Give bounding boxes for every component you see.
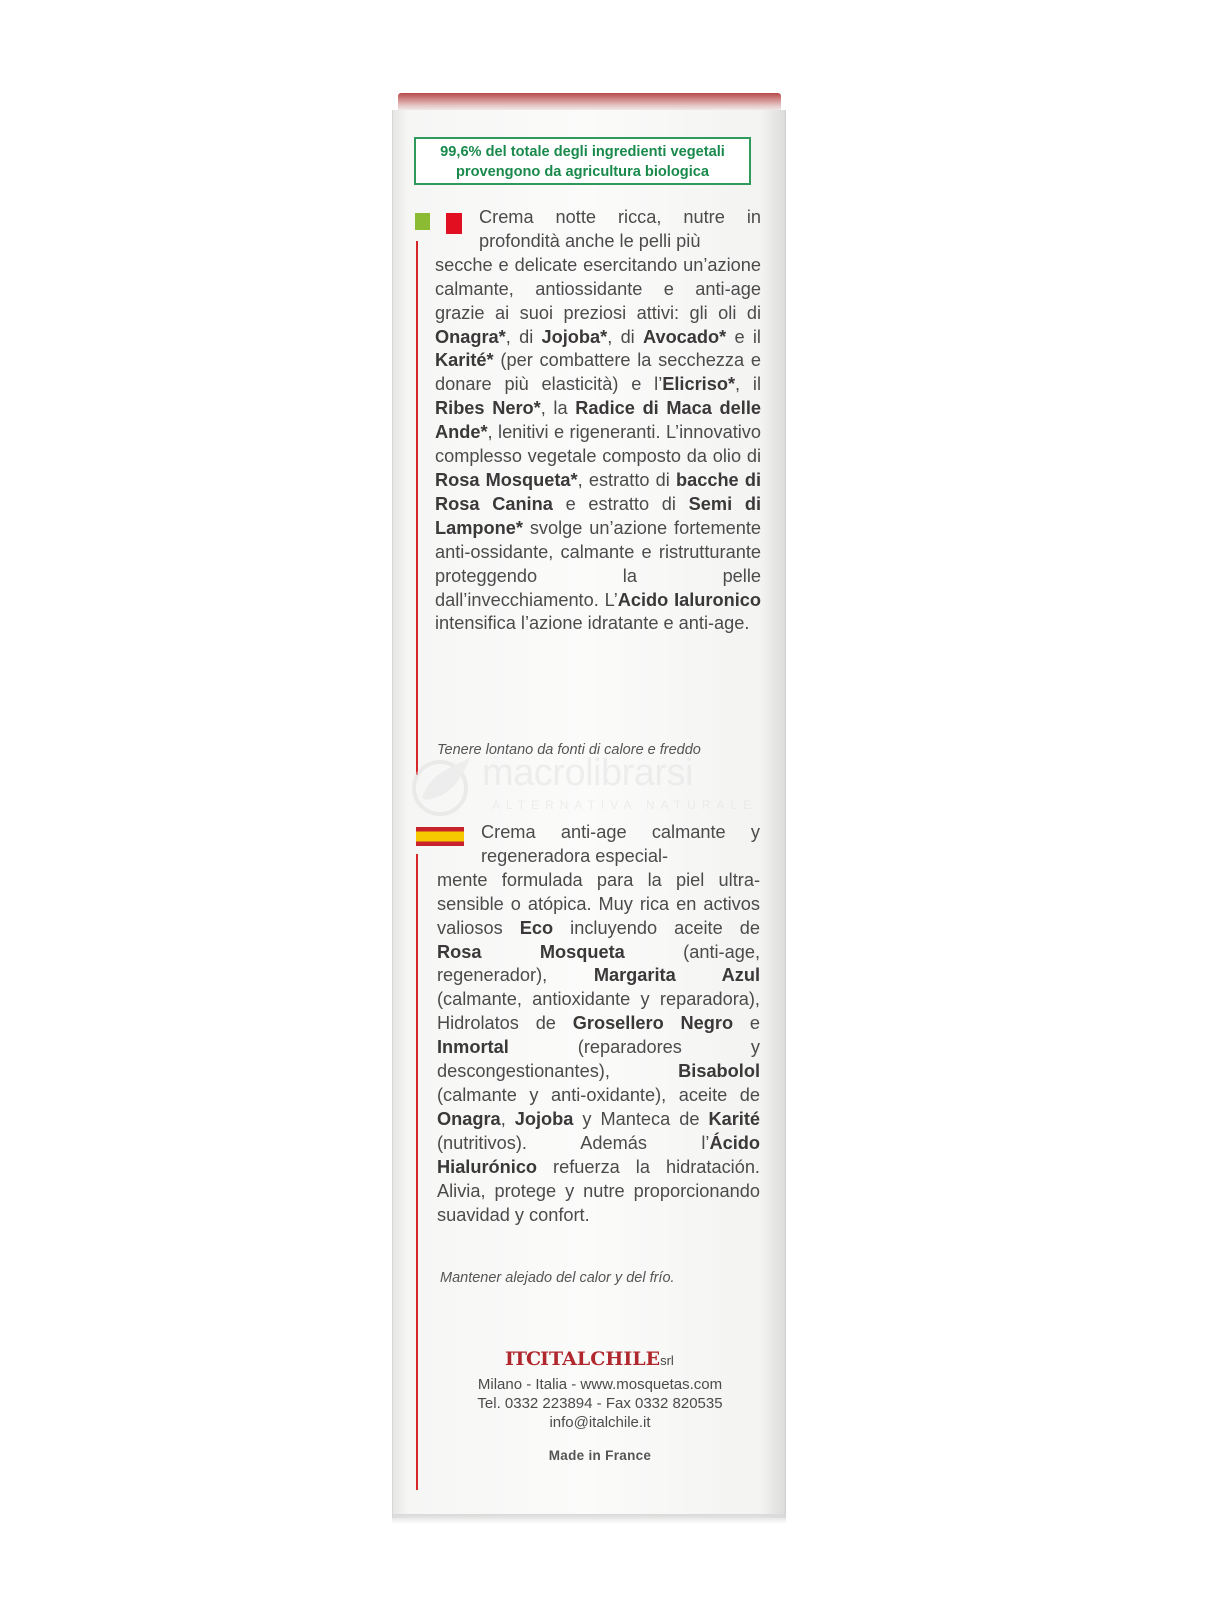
box-top-edge — [398, 93, 781, 111]
company-phone: Tel. 0332 223894 - Fax 0332 820535 — [477, 1395, 723, 1412]
organic-line-2: provengono da agricultura biologica — [456, 164, 709, 180]
italian-storage-note: Tenere lontano da fonti di calore e freddo — [437, 742, 701, 758]
logo-suffix: srl — [660, 1353, 674, 1368]
italian-description: Crema notte ricca, nutre in profondità anche le pelli più secche e delicate esercitando un’azione calmante, antiossidante e anti-age grazie ai suoi preziosi attivi: gli oli di Onagra*, di Jojoba*, di Avocado* e il Karité* (per combattere la secchezza e donare più elasticità) e l’Elicriso*, il Ribes Nero*, la Radice di Maca delle Ande*, lenitivi e rigeneranti. L’innovativo complesso vegetale composto da olio di Rosa Mosqueta*, estratto di bacche di Rosa Canina e estratto di Semi di Lampone* svolge un’azione fortemente anti-ossidante, calmante e ristrutturante proteggendo la pelle dall’invecchiamento. L’Acido Ialuronico intensifica l’azione idratante e anti-age. — [435, 207, 762, 634]
box-shadow — [392, 1514, 786, 1524]
spanish-storage-note: Mantener alejado del calor y del frío. — [440, 1270, 675, 1286]
company-email: info@italchile.it — [549, 1414, 651, 1431]
red-margin-line-italian — [416, 241, 418, 775]
made-in-label: Made in France — [548, 1448, 652, 1463]
organic-percentage-box — [414, 137, 751, 185]
italchile-logo — [505, 1348, 674, 1374]
company-address: Milano - Italia - www.mosquetas.com — [477, 1376, 723, 1393]
watermark-name: macrolibrarsi — [482, 752, 693, 794]
red-margin-line-spanish — [416, 854, 418, 1490]
organic-line-1 — [416, 142, 749, 162]
organic-percentage: 99,6% — [440, 144, 482, 160]
logo-mark: ITC — [505, 1348, 541, 1370]
organic-line-1-rest: del totale degli ingredienti vegetali — [481, 144, 725, 160]
spanish-description: Crema anti-age calmante y regeneradora especial- mente formulada para la piel ultra-sensible o atópica. Muy rica en activos valiosos Eco incluyendo aceite de Rosa Mosqueta (anti-age, regenerador), Margarita Azul (calmante, antioxidante y reparadora), Hidrolatos de Grosellero Negro e Inmortal (reparadores y descongestionantes), Bisabolol (calmante y anti-oxidante), aceite de Onagra, Jojoba y Manteca de Karité (nutritivos). Además l’Ácido Hialurónico refuerza la hidratación. Alivia, protege y nutre proporcionando suavidad y confort. — [437, 822, 761, 1225]
watermark-tagline: ALTERNATIVA NATURALE — [492, 798, 758, 812]
logo-name: ITALCHILE — [540, 1348, 661, 1370]
